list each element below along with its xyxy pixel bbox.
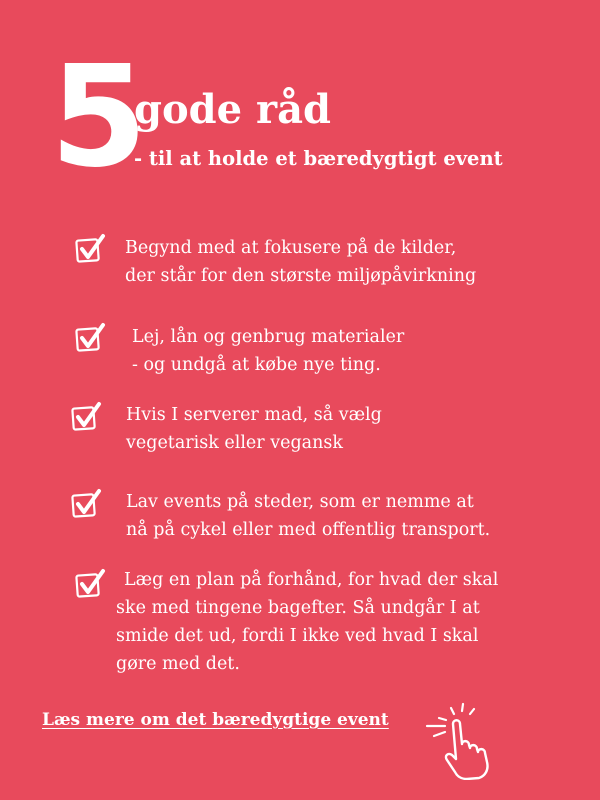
checkbox-checked-icon	[74, 233, 108, 265]
title-text: gode råd	[134, 86, 331, 133]
tip-text-line: Lav events på steder, som er nemme at	[126, 492, 474, 512]
tip-text-line: Hvis I serverer mad, så vælg	[126, 405, 382, 425]
tip-text-line: vegetarisk eller vegansk	[126, 433, 343, 453]
title-number: 5	[50, 36, 144, 199]
subtitle-text: - til at holde et bæredygtigt event	[134, 147, 503, 170]
tip-text-line: - og undgå at købe nye ting.	[132, 355, 381, 375]
read-more-link[interactable]: Læs mere om det bæredygtige event	[42, 710, 389, 730]
tip-text-line: smide det ud, fordi I ikke ved hvad I skal	[116, 626, 479, 646]
checkbox-checked-icon	[74, 322, 108, 354]
checkbox-checked-icon	[70, 488, 104, 520]
tip-text-line: gøre med det.	[116, 654, 240, 674]
tip-text-line: Læg en plan på forhånd, for hvad der skal	[124, 570, 499, 590]
tip-text-line: ske med tingene bagefter. Så undgår I at	[116, 598, 480, 618]
tip-text-line: Begynd med at fokusere på de kilder,	[125, 238, 457, 258]
tip-text-line: nå på cykel eller med offentlig transport.	[126, 520, 491, 540]
pointing-hand-click-icon	[425, 700, 515, 780]
checkbox-checked-icon	[74, 568, 108, 600]
checkbox-checked-icon	[70, 401, 104, 433]
tip-text-line: der står for den største miljøpåvirkning	[125, 266, 477, 286]
tip-text-line: Lej, lån og genbrug materialer	[132, 327, 405, 347]
